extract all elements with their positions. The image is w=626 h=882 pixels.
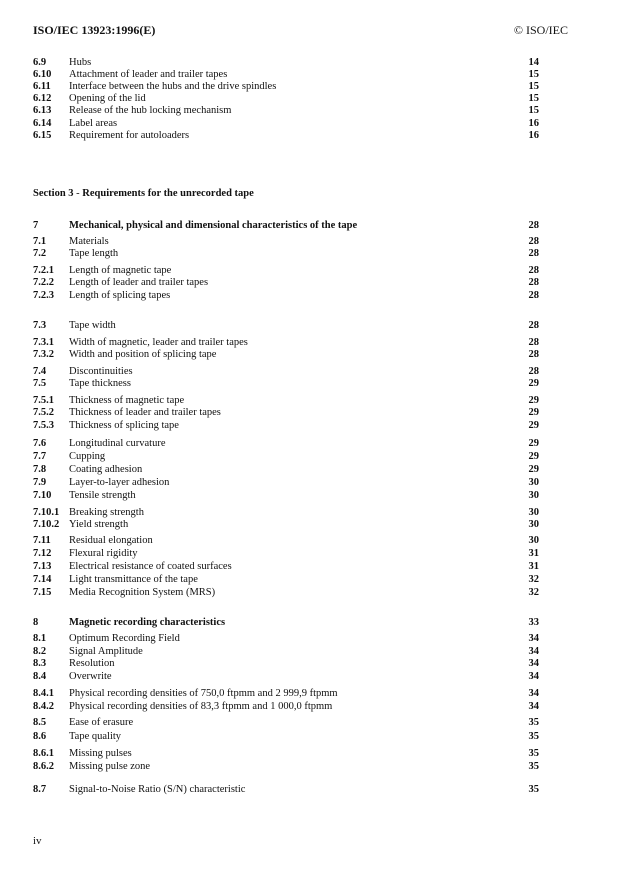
toc-entry-title: Longitudinal curvature [69,438,166,449]
toc-entry-number: 6.10 [33,69,52,80]
toc-entry-page: 30 [528,490,539,501]
toc-entry-page: 34 [528,701,539,712]
toc-entry [0,632,626,645]
toc-entry-title: Ease of erasure [69,717,134,728]
toc-entry-title: Missing pulses [69,748,132,759]
toc-entry-title: Coating adhesion [69,464,143,475]
toc-entry-number: 7.14 [33,574,52,585]
toc-entry-title: Thickness of magnetic tape [69,395,185,406]
toc-entry-title: Thickness of splicing tape [69,420,179,431]
toc-entry [0,760,626,773]
toc-entry-title: Magnetic recording characteristics [69,617,226,628]
section-3-dash: - [73,188,83,199]
toc-entry [0,747,626,760]
toc-entry-title: Media Recognition System (MRS) [69,587,216,598]
toc-entry-title: Optimum Recording Field [69,633,180,644]
toc-entry-page: 31 [528,548,539,559]
toc-entry-title: Requirement for autoloaders [69,130,190,141]
toc-entry-page: 33 [528,617,539,628]
toc-entry [0,518,626,531]
toc-entry [0,616,626,629]
toc-entry [0,716,626,729]
toc-entry-title: Length of leader and trailer tapes [69,277,209,288]
toc-entry [0,348,626,361]
toc-entry [0,406,626,419]
toc-entry-title: Cupping [69,451,106,462]
toc-entry [0,489,626,502]
toc-entry-number: 7.7 [33,451,47,462]
toc-entry-title: Layer-to-layer adhesion [69,477,170,488]
toc-entry [0,783,626,796]
toc-entry-page: 16 [528,130,539,141]
toc-entry-page: 30 [528,519,539,530]
toc-entry-number: 7.2.3 [33,290,54,301]
toc-entry-page: 32 [528,587,539,598]
toc-entry-number: 7.11 [33,535,51,546]
toc-entry-number: 8.3 [33,658,47,669]
toc-entry-number: 7.5.1 [33,395,54,406]
toc-entry-number: 8.2 [33,646,47,657]
toc-entry-page: 31 [528,561,539,572]
toc-entry-number: 8.6.2 [33,761,54,772]
toc-entry [0,219,626,232]
toc-entry-page: 35 [528,784,539,795]
toc-entry-number: 8.4.1 [33,688,54,699]
toc-entry-title: Length of magnetic tape [69,265,172,276]
toc-entry [0,730,626,743]
toc-entry-page: 34 [528,671,539,682]
toc-entry-number: 7.8 [33,464,47,475]
toc-entry-number: 6.15 [33,130,52,141]
toc-entry-page: 35 [528,731,539,742]
toc-entry-page: 29 [528,451,539,462]
toc-entry-number: 8.6.1 [33,748,54,759]
toc-entry-number: 7.10 [33,490,52,501]
toc-entry-page: 28 [528,277,539,288]
toc-entry [0,463,626,476]
toc-entry-number: 7.2.1 [33,265,54,276]
toc-entry-page: 14 [528,57,539,68]
toc-entry [0,276,626,289]
toc-entry-title: Discontinuities [69,366,133,377]
toc-entry-page: 16 [528,118,539,129]
toc-entry-title: Width of magnetic, leader and trailer tapes [69,337,248,348]
toc-entry-page: 34 [528,658,539,669]
toc-entry-title: Opening of the lid [69,93,146,104]
toc-entry-page: 15 [528,93,539,104]
toc-entry-number: 8.7 [33,784,47,795]
toc-entry-number: 7.5 [33,378,47,389]
toc-entry-title: Yield strength [69,519,129,530]
toc-entry [0,573,626,586]
toc-entry-title: Mechanical, physical and dimensional characteristics of the tape [69,220,358,231]
toc-entry-number: 7.2 [33,248,47,259]
toc-entry-page: 28 [528,290,539,301]
toc-entry-page: 28 [528,236,539,247]
toc-entry-title: Signal-to-Noise Ratio (S/N) characteristic [69,784,246,795]
running-header-title: ISO/IEC 13923:1996(E) [33,23,156,37]
toc-entry-number: 7.5.3 [33,420,54,431]
toc-entry-page: 29 [528,438,539,449]
toc-entry-page: 29 [528,420,539,431]
toc-entry [0,450,626,463]
toc-entry-title: Electrical resistance of coated surfaces [69,561,232,572]
toc-entry-title: Tape thickness [69,378,131,389]
toc-entry-number: 7.4 [33,366,47,377]
toc-entry-page: 28 [528,248,539,259]
toc-entry-title: Release of the hub locking mechanism [69,105,232,116]
toc-entry-title: Label areas [69,118,118,129]
toc-entry-title: Tape width [69,320,116,331]
toc-entry-page: 35 [528,748,539,759]
toc-entry-page: 28 [528,366,539,377]
toc-entry [0,547,626,560]
toc-entry-page: 30 [528,477,539,488]
page-number: iv [33,835,42,847]
toc-entry-number: 7.10.2 [33,519,60,530]
toc-entry-page: 28 [528,220,539,231]
toc-entry-page: 28 [528,337,539,348]
toc-entry-page: 28 [528,320,539,331]
toc-entry-number: 7.5.2 [33,407,54,418]
toc-entry-number: 7 [33,220,39,231]
toc-entry-title: Residual elongation [69,535,153,546]
toc-entry-number: 8 [33,617,39,628]
toc-entry-page: 30 [528,535,539,546]
toc-entry-page: 15 [528,81,539,92]
toc-entry-number: 8.4.2 [33,701,54,712]
toc-entry-title: Interface between the hubs and the drive spindles [69,81,277,92]
toc-entry-title: Tensile strength [69,490,136,501]
toc-entry-title: Attachment of leader and trailer tapes [69,69,228,80]
toc-entry-page: 34 [528,633,539,644]
toc-entry-title: Physical recording densities of 750,0 ftpmm and 2 999,9 ftpmm [69,688,338,699]
toc-entry-number: 7.15 [33,587,52,598]
toc-entry-number: 8.1 [33,633,47,644]
toc-entry [0,419,626,432]
toc-entry-number: 6.11 [33,81,51,92]
toc-entry-title: Flexural rigidity [69,548,138,559]
toc-entry-page: 32 [528,574,539,585]
toc-entry-number: 6.12 [33,93,52,104]
toc-entry-page: 15 [528,105,539,116]
toc-entry [0,437,626,450]
toc-entry-title: Light transmittance of the tape [69,574,198,585]
running-header-copyright: © ISO/IEC [513,23,568,37]
toc-entry-number: 8.6 [33,731,47,742]
toc-entry-number: 8.4 [33,671,47,682]
toc-entry-page: 35 [528,761,539,772]
toc-entry-page: 30 [528,507,539,518]
toc-entry [0,129,626,142]
toc-entry-number: 7.3 [33,320,47,331]
toc-entry-number: 7.2.2 [33,277,54,288]
toc-entry-page: 28 [528,265,539,276]
section-3-heading [33,188,254,199]
toc-entry-number: 6.13 [33,105,52,116]
toc-entry [0,377,626,390]
toc-entry [0,104,626,117]
toc-entry-title: Overwrite [69,671,112,682]
toc-entry-title: Breaking strength [69,507,144,518]
toc-entry-page: 29 [528,464,539,475]
toc-entry [0,319,626,332]
toc-entry-title: Length of splicing tapes [69,290,171,301]
toc-entry-title: Physical recording densities of 83,3 ftpmm and 1 000,0 ftpmm [69,701,333,712]
toc-entry-number: 7.6 [33,438,47,449]
toc-entry-number: 7.9 [33,477,47,488]
toc-entry-title: Tape quality [69,731,122,742]
toc-entry [0,534,626,547]
toc-entry-title: Thickness of leader and trailer tapes [69,407,221,418]
toc-entry-page: 15 [528,69,539,80]
toc-entry [0,700,626,713]
toc-entry-number: 7.13 [33,561,52,572]
toc-entry-title: Signal Amplitude [69,646,143,657]
toc-entry [0,586,626,599]
toc-entry-title: Tape length [69,248,119,259]
toc-entry [0,687,626,700]
toc-entry [0,476,626,489]
toc-entry-number: 7.12 [33,548,52,559]
toc-entry-title: Missing pulse zone [69,761,151,772]
toc-entry [0,657,626,670]
toc-entry-page: 35 [528,717,539,728]
toc-entry [0,247,626,260]
toc-entry-number: 7.10.1 [33,507,60,518]
toc-entry [0,289,626,302]
toc-entry [0,670,626,683]
toc-entry-page: 34 [528,646,539,657]
toc-entry-page: 28 [528,349,539,360]
toc-entry-number: 6.14 [33,118,52,129]
toc-entry-number: 6.9 [33,57,47,68]
toc-entry-page: 29 [528,395,539,406]
toc-entry-number: 7.3.2 [33,349,54,360]
toc-entry-page: 34 [528,688,539,699]
toc-entry-number: 8.5 [33,717,47,728]
toc-entry-title: Materials [69,236,109,247]
toc-entry-number: 7.1 [33,236,47,247]
toc-entry-title: Hubs [69,57,92,68]
toc-entry [0,560,626,573]
toc-entry-title: Resolution [69,658,115,669]
toc-entry-page: 29 [528,407,539,418]
section-3-title: Requirements for the unrecorded tape [82,188,254,199]
toc-entry-page: 29 [528,378,539,389]
section-3-prefix: Section 3 [33,188,74,199]
toc-entry-number: 7.3.1 [33,337,54,348]
toc-entry-title: Width and position of splicing tape [69,349,217,360]
